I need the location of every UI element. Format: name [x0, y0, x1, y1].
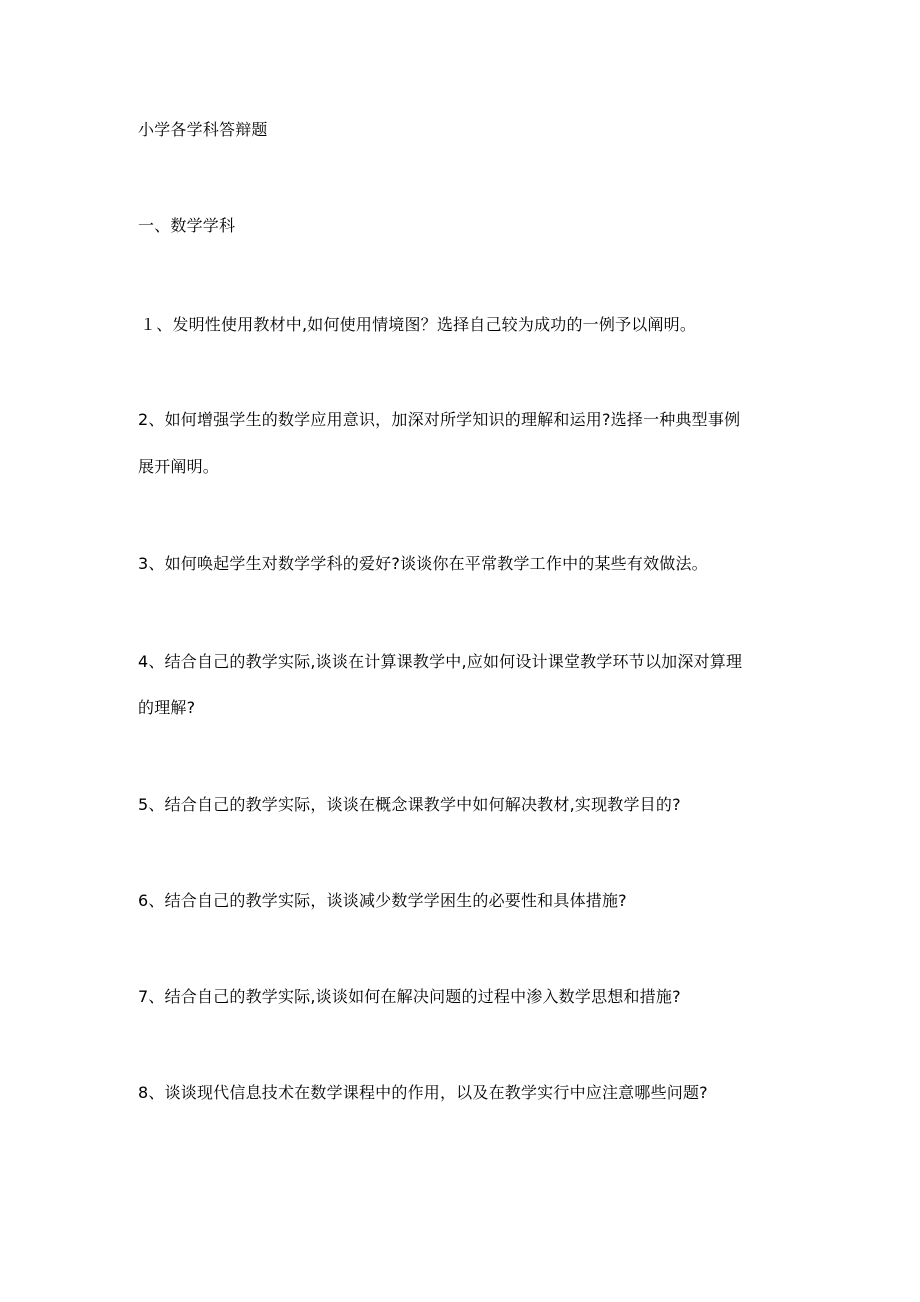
question-4: 4、结合自己的教学实际,谈谈在计算课教学中,应如何设计课堂教学环节以加深对算理	[138, 652, 743, 671]
question-5: 5、结合自己的教学实际，谈谈在概念课教学中如何解决教材,实现教学目的?	[138, 795, 681, 814]
question-2: 2、如何增强学生的数学应用意识，加深对所学知识的理解和运用?选择一种典型事例	[138, 410, 741, 429]
question-6: 6、结合自己的教学实际，谈谈减少数学学困生的必要性和具体措施?	[138, 891, 627, 910]
question-4-continuation: 的理解?	[138, 698, 196, 717]
question-8: 8、谈谈现代信息技术在数学课程中的作用，以及在教学实行中应注意哪些问题?	[138, 1083, 708, 1102]
question-2-continuation: 展开阐明。	[138, 457, 220, 476]
question-3: 3、如何唤起学生对数学学科的爱好?谈谈你在平常教学工作中的某些有效做法。	[138, 554, 708, 573]
section-heading: 一、数学学科	[138, 216, 236, 235]
question-7: 7、结合自己的教学实际,谈谈如何在解决问题的过程中渗入数学思想和措施?	[138, 987, 681, 1006]
document-title: 小学各学科答辩题	[138, 120, 268, 139]
question-1: １、发明性使用教材中,如何使用情境图？选择自己较为成功的一例予以阐明。	[140, 315, 697, 334]
